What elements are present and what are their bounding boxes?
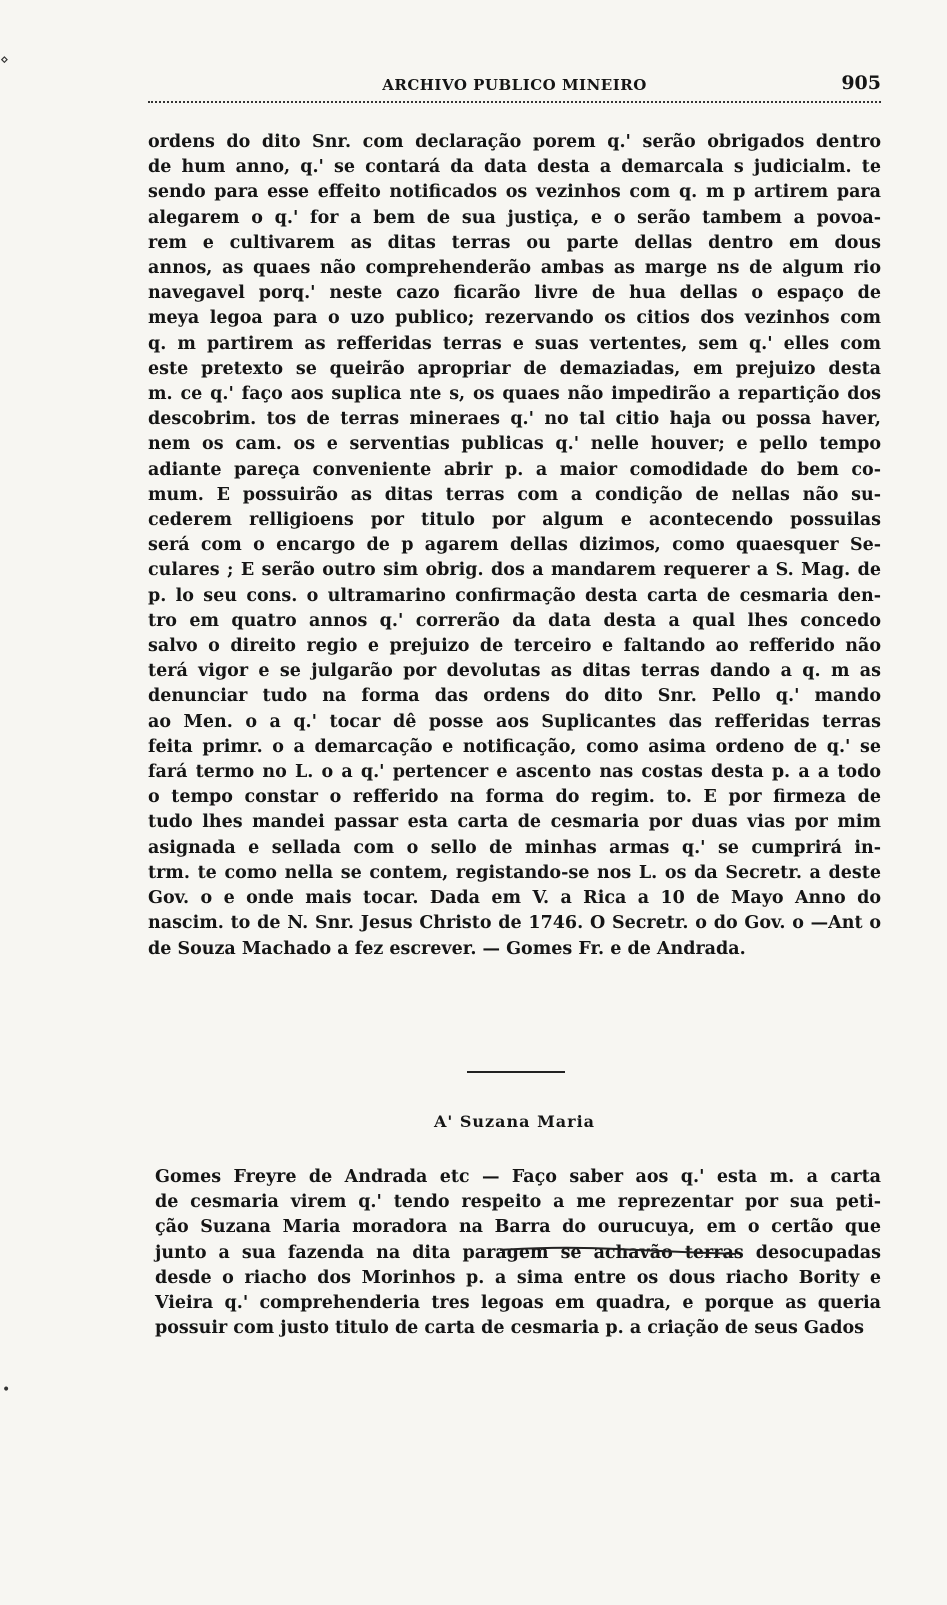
page-header	[148, 72, 881, 98]
text-line: ao Men. o a q.' tocar dê posse aos Suplicantes das refferidas terras	[148, 711, 881, 732]
text-line: sendo para esse effeito notificados os vezinhos com q. m p artirem para	[148, 182, 881, 203]
text-line: feita primr. o a demarcação e notificação, como asima ordeno de q.' se	[148, 736, 881, 757]
text-line: de hum anno, q.' se contará da data desta a demarcala s judicialm. te	[148, 157, 881, 178]
text-line: asignada e sellada com o sello de minhas armas q.' se cumprirá in-	[148, 837, 881, 858]
handwritten-underline	[498, 1244, 738, 1258]
text-line: p. lo seu cons. o ultramarino confirmação desta carta de cesmaria den-	[148, 585, 881, 606]
text-line: fará termo no L. o a q.' pertencer e ascento nas costas desta p. a a todo	[148, 762, 881, 783]
text-line: tro em quatro annos q.' correrão da data desta a qual lhes concedo	[148, 610, 881, 631]
running-title: ARCHIVO PUBLICO MINEIRO	[382, 76, 647, 94]
text-line: alegarem o q.' for a bem de sua justiça, e o serão tambem a povoa-	[148, 207, 881, 228]
text-line: descobrim. tos de terras mineraes q.' no tal citio haja ou possa haver,	[148, 409, 881, 430]
text-line: tudo lhes mandei passar esta carta de cesmaria por duas vias por mim	[148, 812, 881, 833]
text-line: Vieira q.' comprehenderia tres legoas em quadra, e porque as queria	[155, 1293, 881, 1314]
text-line: junto a sua fazenda na dita paragem se achavão terras desocupadas	[155, 1242, 881, 1263]
margin-mark: ⋄	[0, 52, 9, 68]
text-line: culares ; E serão outro sim obrig. dos a mandarem requerer a S. Mag. de	[148, 560, 881, 581]
text-line: trm. te como nella se contem, registando-se nos L. os da Secretr. a deste	[148, 862, 881, 883]
text-line: nem os cam. os e serventias publicas q.' nelle houver; e pello tempo	[148, 434, 881, 455]
text-line: possuir com justo titulo de carta de cesmaria p. a criação de seus Gados	[155, 1318, 865, 1339]
text-line: mum. E possuirão as ditas terras com a condição de nellas não su-	[148, 484, 881, 505]
text-line: será com o encargo de p agarem dellas dizimos, como quaesquer Se-	[148, 535, 881, 556]
text-line: ção Suzana Maria moradora na Barra do ourucuya, em o certão que	[155, 1217, 881, 1238]
text-line: terá vigor e se julgarão por devolutas as ditas terras dando a q. m as	[148, 661, 881, 682]
text-line: Gomes Freyre de Andrada etc — Faço saber aos q.' esta m. a carta	[155, 1167, 881, 1187]
text-line: o tempo constar o refferido na forma do regim. to. E por firmeza de	[148, 787, 881, 808]
text-line: desde o riacho dos Morinhos p. a sima entre os dous riacho Bority e	[155, 1267, 881, 1288]
text-line: de cesmaria virem q.' tendo respeito a me reprezentar por sua peti-	[155, 1192, 881, 1213]
page-number: 905	[841, 72, 881, 94]
margin-mark: •	[2, 1382, 11, 1398]
text-line: m. ce q.' faço aos suplica nte s, os quaes não impedirão a repartição dos	[148, 384, 881, 405]
text-line: Gov. o e onde mais tocar. Dada em V. a Rica a 10 de Mayo Anno do	[148, 888, 881, 909]
text-line: navegavel porq.' neste cazo ficarão livre de hua dellas o espaço de	[148, 283, 881, 304]
text-line: meya legoa para o uzo publico; rezervando os citios dos vezinhos com	[148, 308, 881, 329]
text-line: este pretexto se queirão apropriar de demaziadas, em prejuizo desta	[148, 358, 881, 379]
section-title: A' Suzana Maria	[433, 1112, 596, 1131]
text-line: salvo o direito regio e prejuizo de terceiro e faltando ao refferido não	[148, 636, 881, 657]
text-line: cederem relligioens por titulo por algum e acontecendo possuilas	[148, 510, 881, 531]
text-line: adiante pareça conveniente abrir p. a maior comodidade do bem co-	[148, 459, 881, 480]
text-line: ordens do dito Snr. com declaração porem q.' serão obrigados dentro	[148, 132, 881, 152]
text-line: q. m partirem as refferidas terras e suas vertentes, sem q.' elles com	[148, 333, 881, 354]
text-line: de Souza Machado a fez escrever. — Gomes Fr. e de Andrada.	[148, 938, 746, 959]
text-line: nascim. to de N. Snr. Jesus Christo de 1746. O Secretr. o do Gov. o —Ant o	[148, 913, 881, 934]
header-rule	[148, 101, 881, 103]
text-line: annos, as quaes não comprehenderão ambas as marge ns de algum rio	[148, 258, 881, 279]
section-divider	[467, 1071, 565, 1073]
text-line: denunciar tudo na forma das ordens do dito Snr. Pello q.' mando	[148, 686, 881, 707]
text-line: rem e cultivarem as ditas terras ou parte dellas dentro em dous	[148, 232, 881, 253]
document-paragraph-1	[148, 130, 881, 962]
